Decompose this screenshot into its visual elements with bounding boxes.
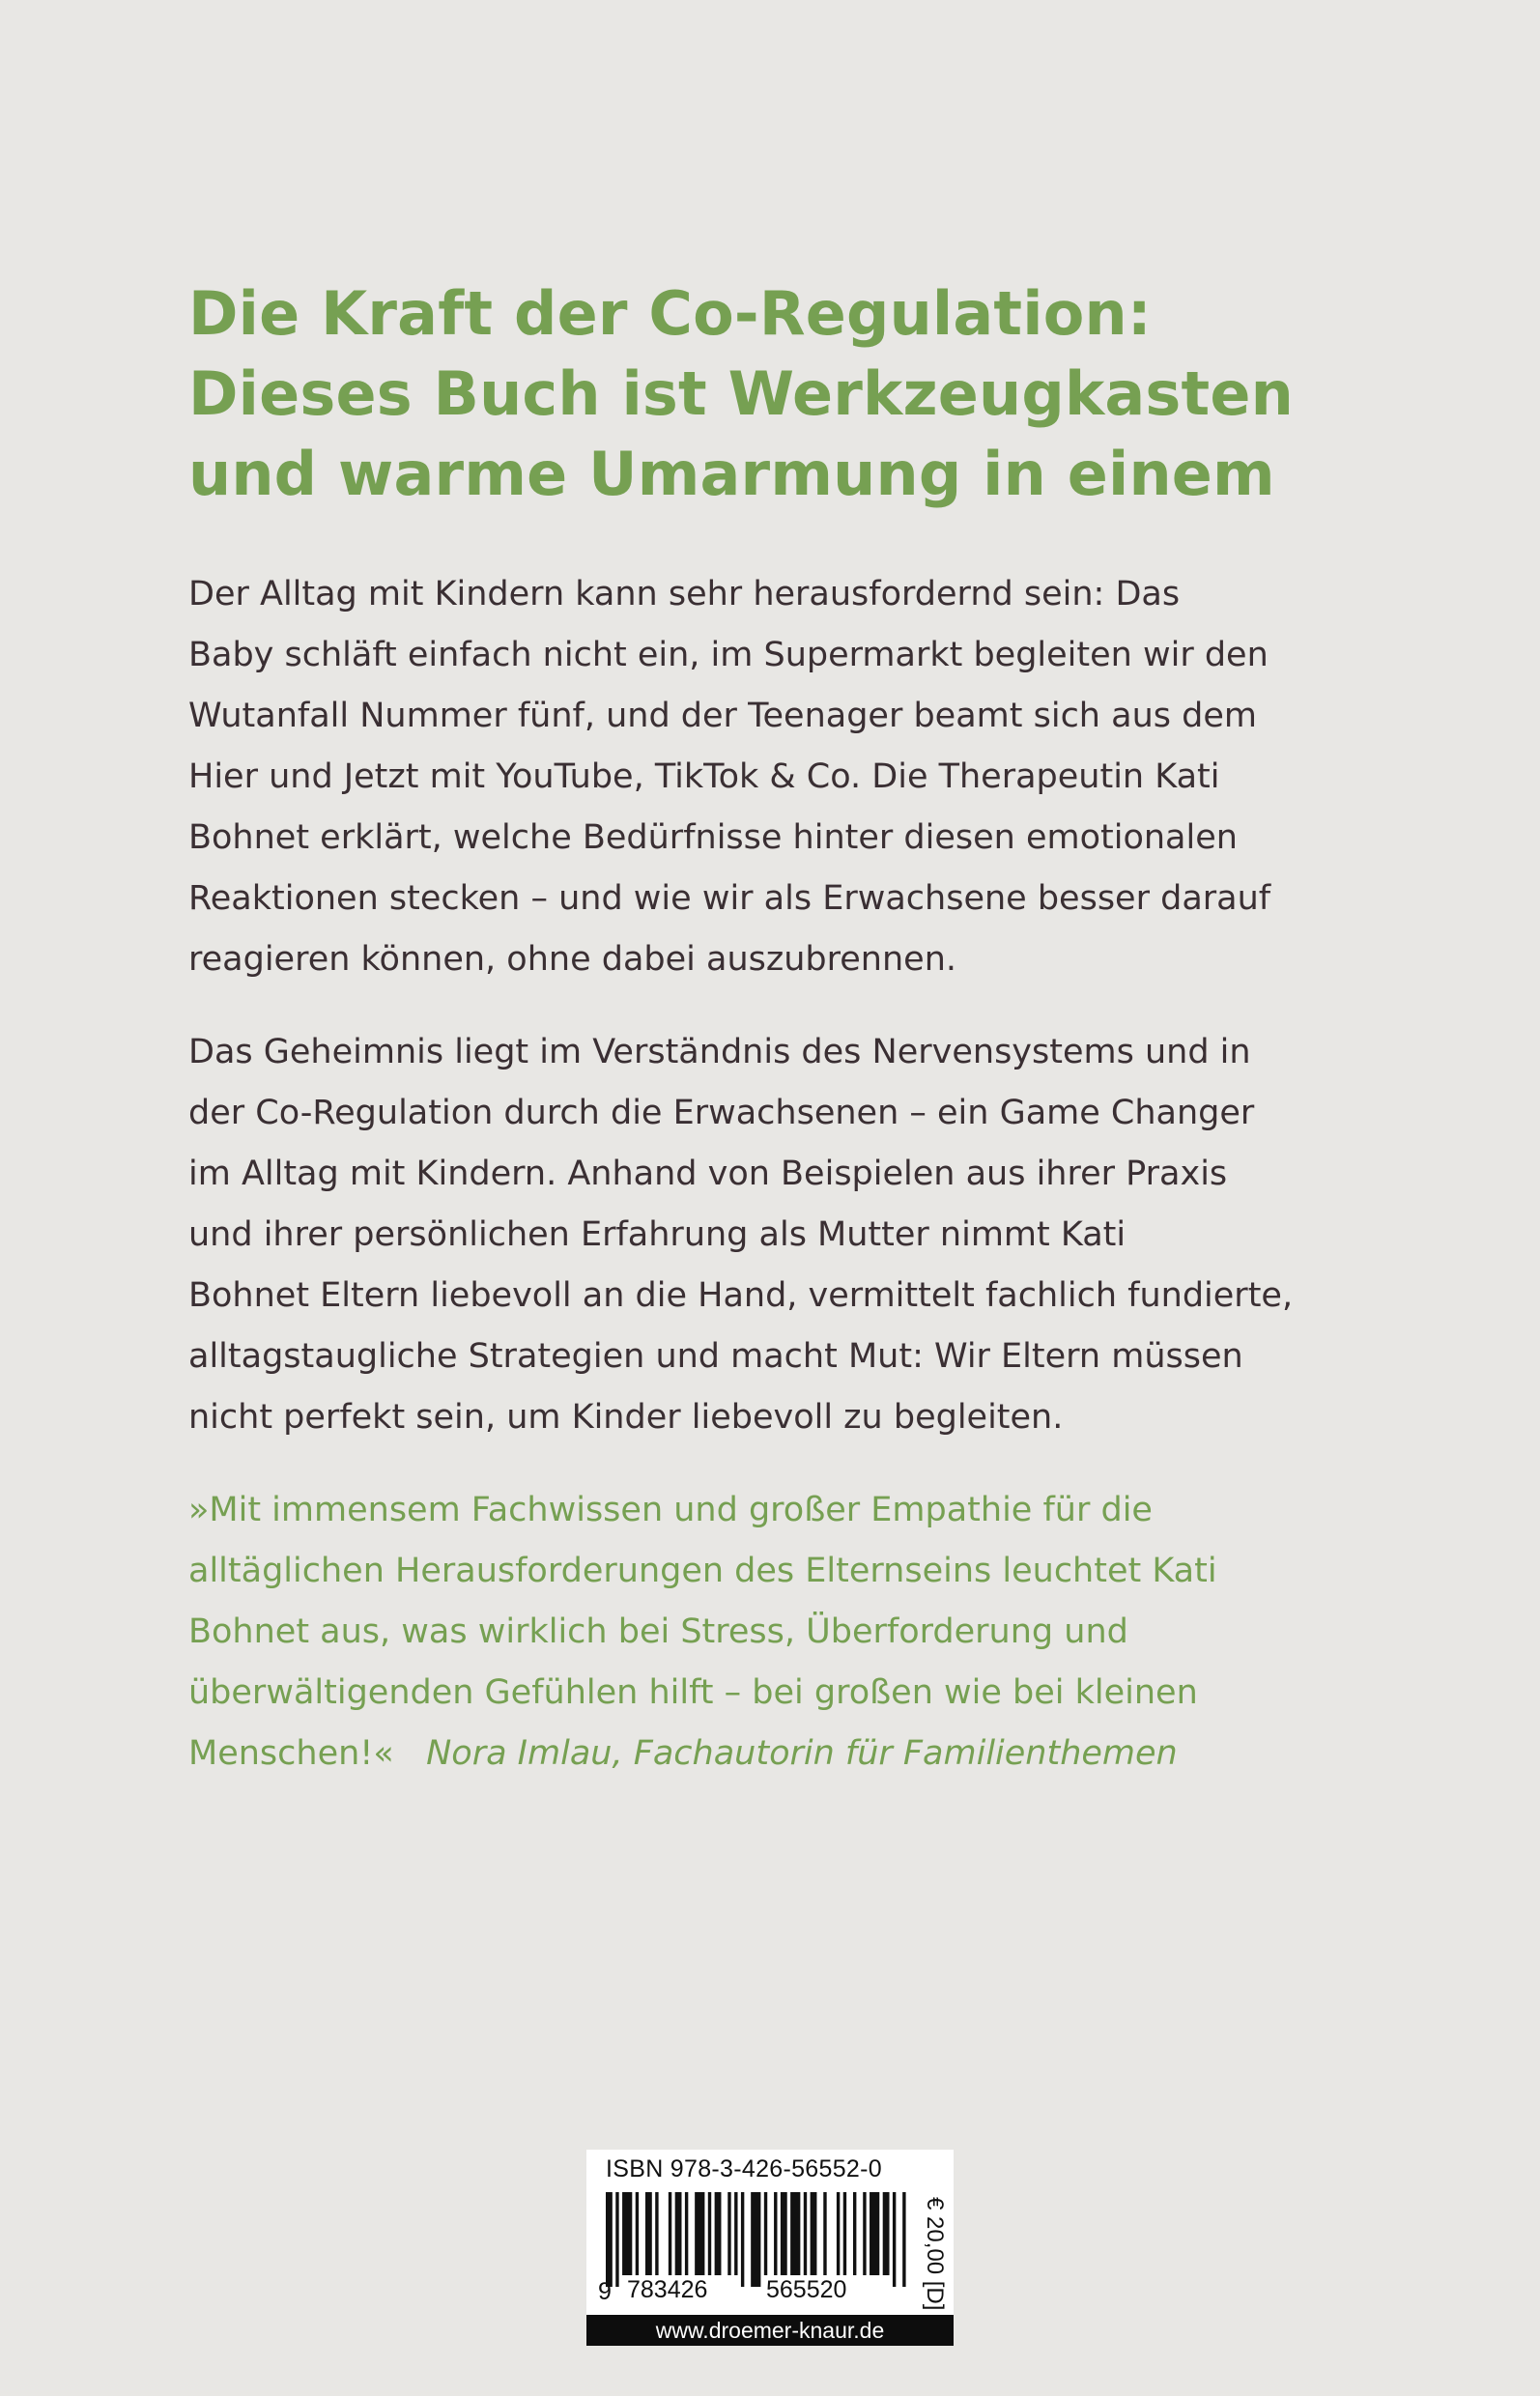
barcode-bar — [870, 2192, 879, 2275]
quote-line: alltäglichen Herausforderungen des Elternseins leuchtet Kati — [188, 1552, 1217, 1590]
barcode-box — [586, 2150, 954, 2346]
headline-line: und warme Umarmung in einem — [188, 439, 1275, 509]
text-line: reagieren können, ohne dabei auszubrennen. — [188, 940, 957, 979]
quote-end: Menschen!« — [188, 1734, 394, 1773]
barcode-bar — [727, 2192, 730, 2275]
barcode-bar — [811, 2192, 817, 2275]
text-line: im Alltag mit Kindern. Anhand von Beispielen aus ihrer Praxis — [188, 1155, 1228, 1193]
text-line: nicht perfekt sein, um Kinder liebevoll zu begleiten. — [188, 1398, 1064, 1437]
barcode-bar — [734, 2192, 737, 2275]
price-label: € 20,00 [D] — [922, 2197, 948, 2311]
barcode-bar — [853, 2192, 856, 2275]
description-paragraph-1 — [188, 564, 1396, 990]
barcode-bar — [715, 2192, 722, 2275]
description-paragraph-2 — [188, 1022, 1396, 1448]
barcode-bar — [622, 2192, 632, 2275]
barcode-bars — [606, 2192, 909, 2287]
review-quote — [188, 1480, 1396, 1784]
text-line: Wutanfall Nummer fünf, und der Teenager beamt sich aus dem — [188, 697, 1257, 735]
isbn-label: ISBN 978-3-426-56552-0 — [606, 2155, 882, 2182]
text-line: und ihrer persönlichen Erfahrung als Mutter nimmt Kati — [188, 1215, 1126, 1254]
barcode-digits-right: 565520 — [766, 2276, 847, 2303]
quote-line: überwältigenden Gefühlen hilft – bei großen wie bei kleinen — [188, 1673, 1198, 1712]
text-line: Reaktionen stecken – und wie wir als Erwachsene besser darauf — [188, 879, 1271, 918]
barcode-bar — [902, 2192, 905, 2287]
text-line: Das Geheimnis liegt im Verständnis des Nervensystems und in — [188, 1033, 1251, 1071]
barcode-bar — [708, 2192, 711, 2275]
barcode-bar — [741, 2192, 744, 2287]
barcode-bar — [615, 2192, 618, 2287]
text-line: Hier und Jetzt mit YouTube, TikTok & Co. Die Therapeutin Kati — [188, 757, 1220, 796]
barcode-bar — [883, 2192, 890, 2275]
headline-line: Die Kraft der Co-Regulation: — [188, 278, 1152, 349]
barcode-bar — [751, 2192, 760, 2287]
barcode-bar — [764, 2192, 767, 2275]
text-line: Baby schläft einfach nicht ein, im Supermarkt begleiten wir den — [188, 636, 1269, 674]
text-line: alltagstaugliche Strategien und macht Mut: Wir Eltern müssen — [188, 1337, 1243, 1376]
quote-line: »Mit immensem Fachwissen und großer Empathie für die — [188, 1491, 1153, 1529]
quote-line: Bohnet aus, was wirklich bei Stress, Überforderung und — [188, 1612, 1128, 1651]
barcode-bar — [781, 2192, 787, 2275]
barcode-bar — [636, 2192, 639, 2275]
barcode-digit-lead: 9 — [598, 2278, 612, 2305]
quote-line — [188, 1724, 1396, 1784]
barcode-bar — [685, 2192, 688, 2275]
barcode-bar — [837, 2192, 840, 2275]
barcode-bar — [669, 2192, 671, 2275]
text-line: Der Alltag mit Kindern kann sehr herausfordernd sein: Das — [188, 575, 1181, 613]
text-line: der Co-Regulation durch die Erwachsenen – ein Game Changer — [188, 1094, 1255, 1132]
barcode-bar — [843, 2192, 846, 2275]
headline-line: Dieses Buch ist Werkzeugkasten — [188, 358, 1294, 429]
barcode-bar — [695, 2192, 704, 2275]
barcode-bar — [655, 2192, 658, 2275]
headline — [188, 273, 1396, 514]
barcode-bar — [606, 2192, 613, 2287]
text-line: Bohnet erklärt, welche Bedürfnisse hinter diesen emotionalen — [188, 818, 1238, 857]
publisher-website: www.droemer-knaur.de — [586, 2315, 954, 2346]
barcode-bar — [804, 2192, 807, 2275]
barcode-bar — [823, 2192, 826, 2275]
barcode-bar — [675, 2192, 682, 2275]
barcode-digits-left: 783426 — [627, 2276, 708, 2303]
barcode-bar — [774, 2192, 777, 2275]
text-line: Bohnet Eltern liebevoll an die Hand, vermittelt fachlich fundierte, — [188, 1276, 1294, 1315]
barcode-bar — [863, 2192, 866, 2275]
quote-attribution: Nora Imlau, Fachautorin für Familienthemen — [426, 1734, 1178, 1773]
barcode-bar — [893, 2192, 896, 2287]
barcode-bar — [790, 2192, 800, 2275]
barcode-bar — [645, 2192, 652, 2275]
